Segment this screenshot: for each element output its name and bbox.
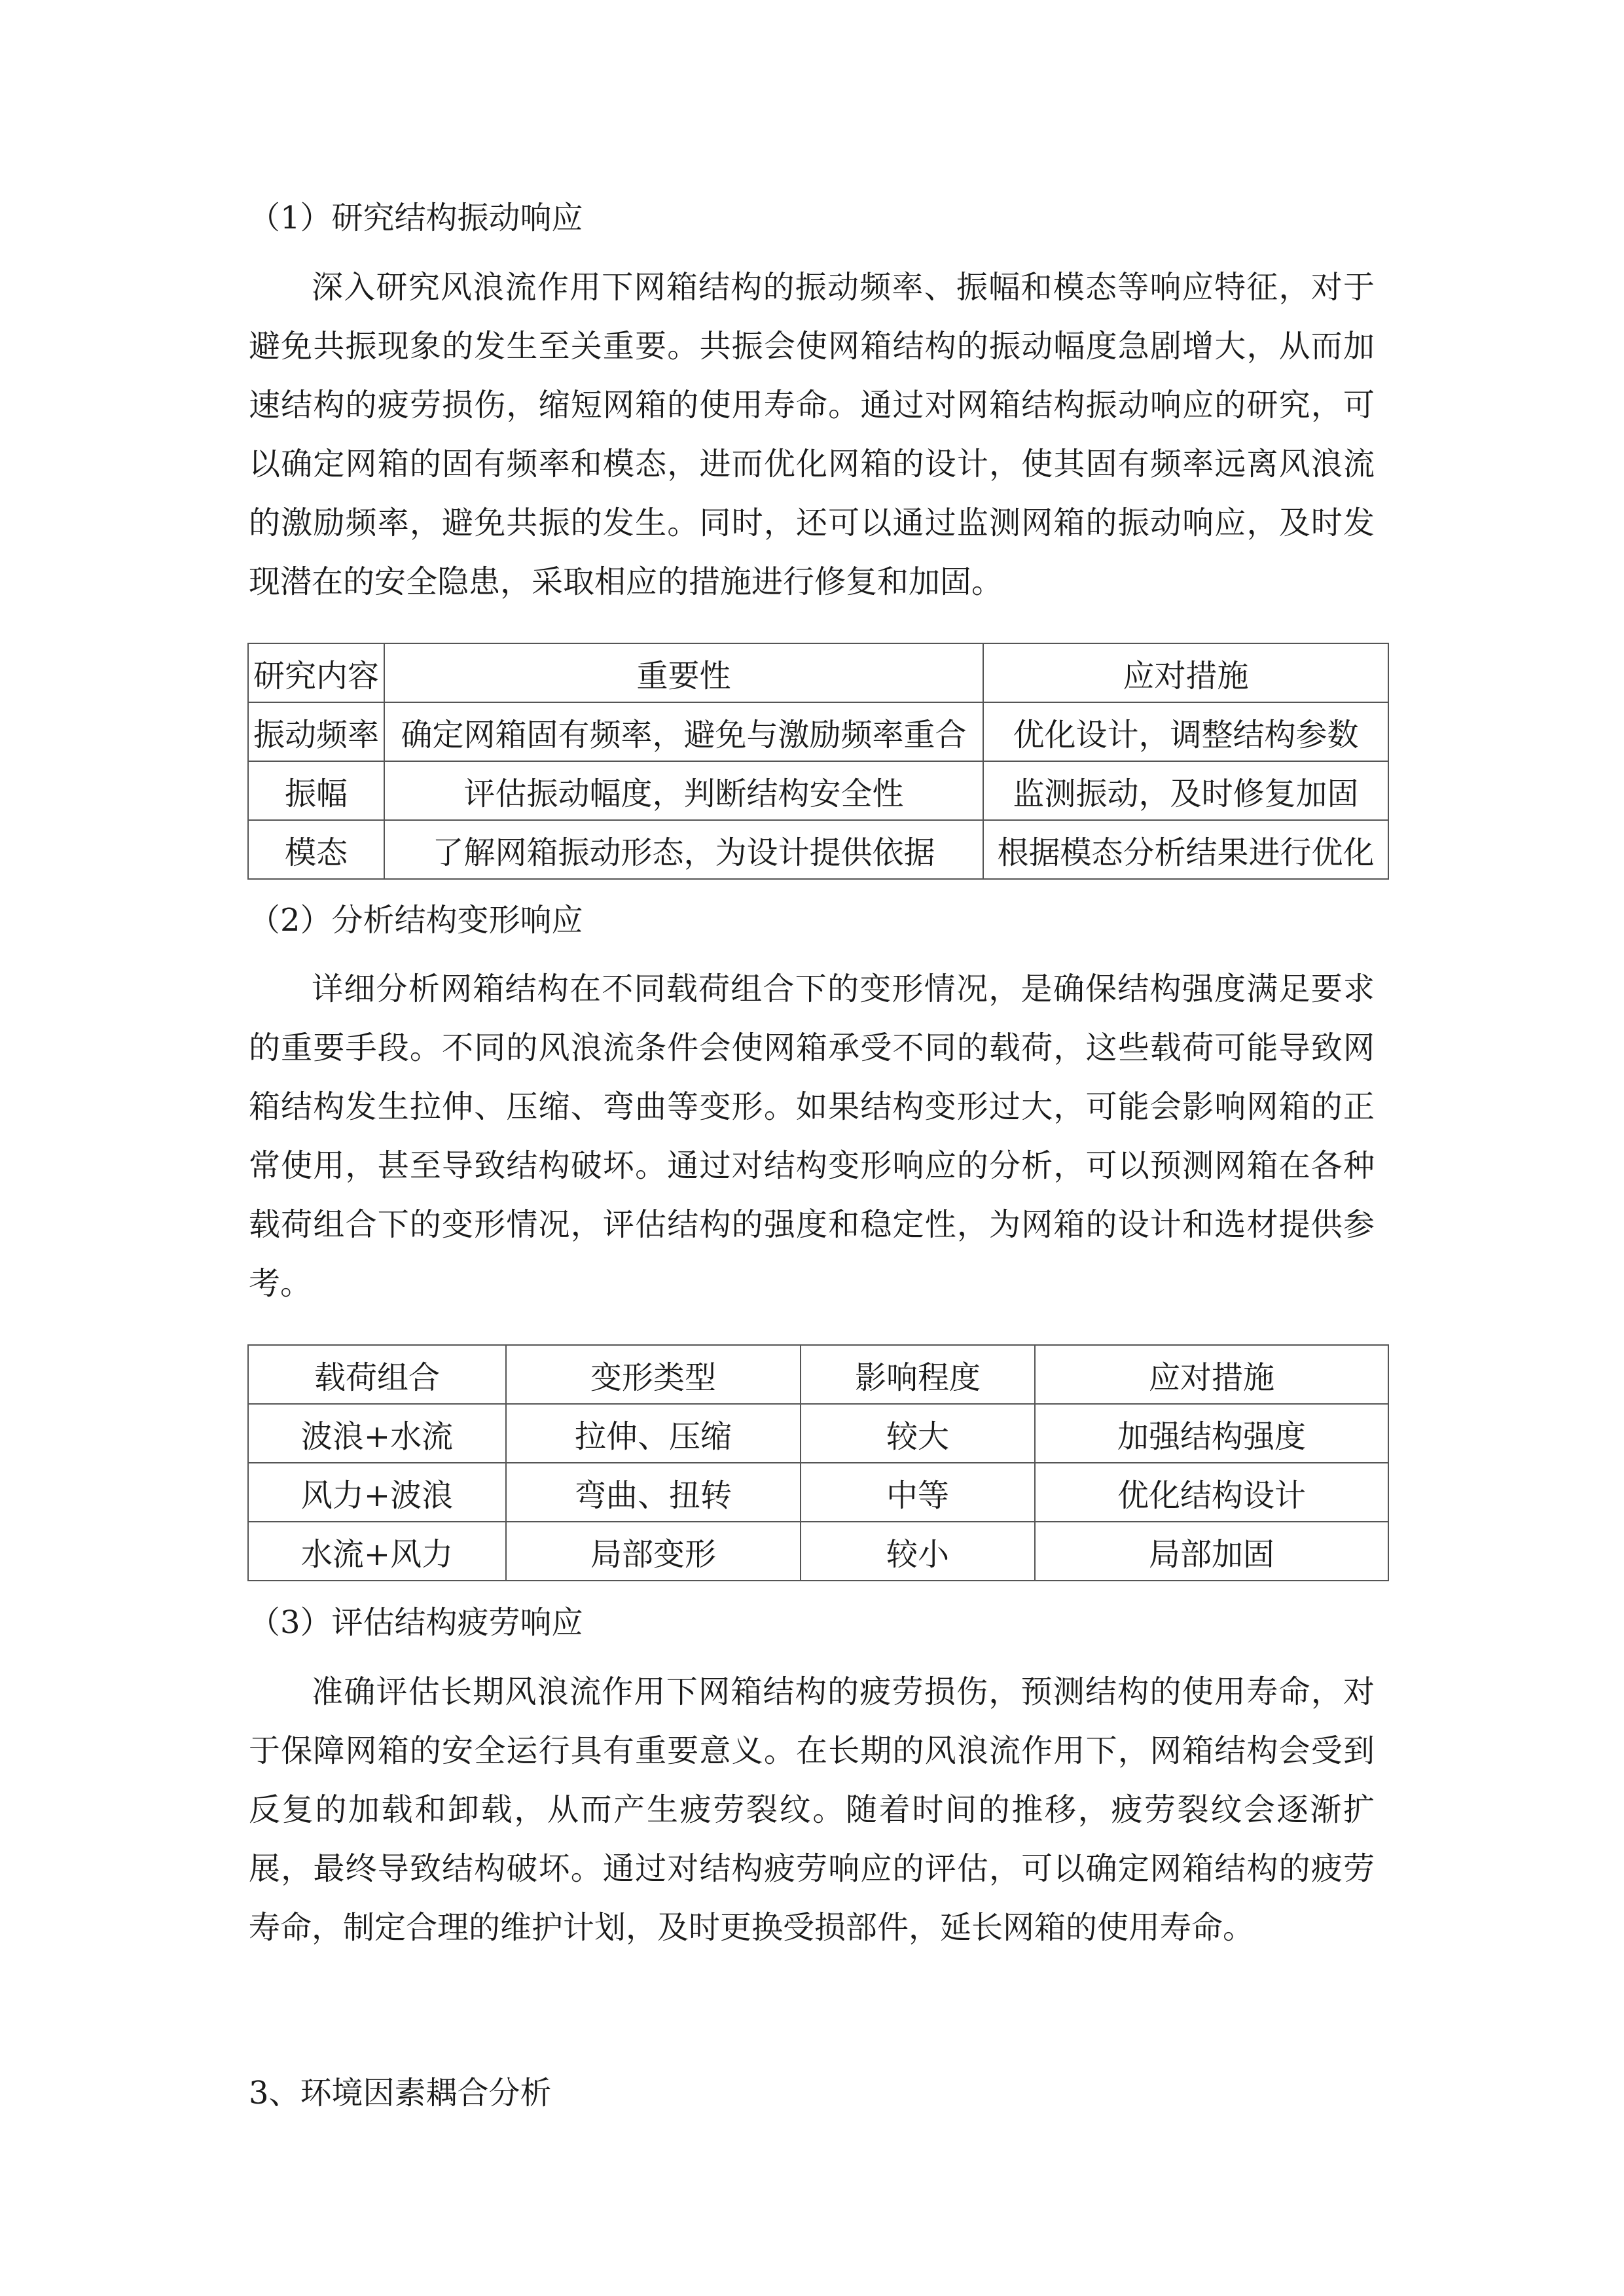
table-header-row: [248, 643, 1388, 702]
table-cell: 局部变形: [506, 1522, 801, 1581]
table-cell: 水流+风力: [248, 1522, 506, 1581]
table-cell: 根据模态分析结果进行优化: [983, 820, 1388, 879]
table-header-cell: 变形类型: [506, 1345, 801, 1404]
table-header-cell: 载荷组合: [248, 1345, 506, 1404]
table-cell: 模态: [248, 820, 384, 879]
table-row: [248, 1404, 1388, 1463]
table-cell: 评估振动幅度，判断结构安全性: [384, 761, 983, 820]
paragraph-deformation: 详细分析网箱结构在不同载荷组合下的变形情况，是确保结构强度满足要求的重要手段。不同的风浪流条件会使网箱承受不同的载荷，这些载荷可能导致网箱结构发生拉伸、压缩、弯曲等变形。如果结构变形过大，可能会影响网箱的正常使用，甚至导致结构破坏。通过对结构变形响应的分析，可以预测网箱在各种载荷组合下的变形情况，评估结构的强度和稳定性，为网箱的设计和选材提供参考。: [249, 971, 1375, 1302]
section-heading-fatigue: （3）评估结构疲劳响应: [249, 1604, 583, 1641]
table-cell: 弯曲、扭转: [506, 1463, 801, 1522]
table-cell: 局部加固: [1035, 1522, 1388, 1581]
table-row: [248, 702, 1388, 761]
table-cell: 优化结构设计: [1035, 1463, 1388, 1522]
table-header-cell: 重要性: [384, 643, 983, 702]
table-cell: 拉伸、压缩: [506, 1404, 801, 1463]
table-header-cell: 应对措施: [983, 643, 1388, 702]
table-cell: 振动频率: [248, 702, 384, 761]
deformation-table: [247, 1344, 1389, 1581]
table-cell: 优化设计，调整结构参数: [983, 702, 1388, 761]
table-cell: 确定网箱固有频率，避免与激励频率重合: [384, 702, 983, 761]
table-header-cell: 影响程度: [801, 1345, 1035, 1404]
section-heading-vibration: （1）研究结构振动响应: [249, 200, 583, 236]
table-row: [248, 1522, 1388, 1581]
table-header-cell: 研究内容: [248, 643, 384, 702]
table-cell: 较大: [801, 1404, 1035, 1463]
section-heading-deformation: （2）分析结构变形响应: [249, 902, 583, 939]
table-cell: 波浪+水流: [248, 1404, 506, 1463]
table-header-cell: 应对措施: [1035, 1345, 1388, 1404]
table-row: [248, 820, 1388, 879]
table-cell: 监测振动，及时修复加固: [983, 761, 1388, 820]
section-heading-coupling: 3、环境因素耦合分析: [249, 2075, 552, 2111]
paragraph-vibration: 深入研究风浪流作用下网箱结构的振动频率、振幅和模态等响应特征，对于避免共振现象的发生至关重要。共振会使网箱结构的振动幅度急剧增大，从而加速结构的疲劳损伤，缩短网箱的使用寿命。通过对网箱结构振动响应的研究，可以确定网箱的固有频率和模态，进而优化网箱的设计，使其固有频率远离风浪流的激励频率，避免共振的发生。同时，还可以通过监测网箱的振动响应，及时发现潜在的安全隐患，采取相应的措施进行修复和加固。: [249, 269, 1375, 600]
table-cell: 加强结构强度: [1035, 1404, 1388, 1463]
table-cell: 中等: [801, 1463, 1035, 1522]
table-cell: 较小: [801, 1522, 1035, 1581]
vibration-table: [247, 643, 1389, 880]
table-row: [248, 1463, 1388, 1522]
table-cell: 风力+波浪: [248, 1463, 506, 1522]
paragraph-fatigue: 准确评估长期风浪流作用下网箱结构的疲劳损伤，预测结构的使用寿命，对于保障网箱的安全运行具有重要意义。在长期的风浪流作用下，网箱结构会受到反复的加载和卸载，从而产生疲劳裂纹。随着时间的推移，疲劳裂纹会逐渐扩展，最终导致结构破坏。通过对结构疲劳响应的评估，可以确定网箱结构的疲劳寿命，制定合理的维护计划，及时更换受损部件，延长网箱的使用寿命。: [249, 1674, 1375, 1946]
table-cell: 振幅: [248, 761, 384, 820]
table-header-row: [248, 1345, 1388, 1404]
table-row: [248, 761, 1388, 820]
table-cell: 了解网箱振动形态，为设计提供依据: [384, 820, 983, 879]
